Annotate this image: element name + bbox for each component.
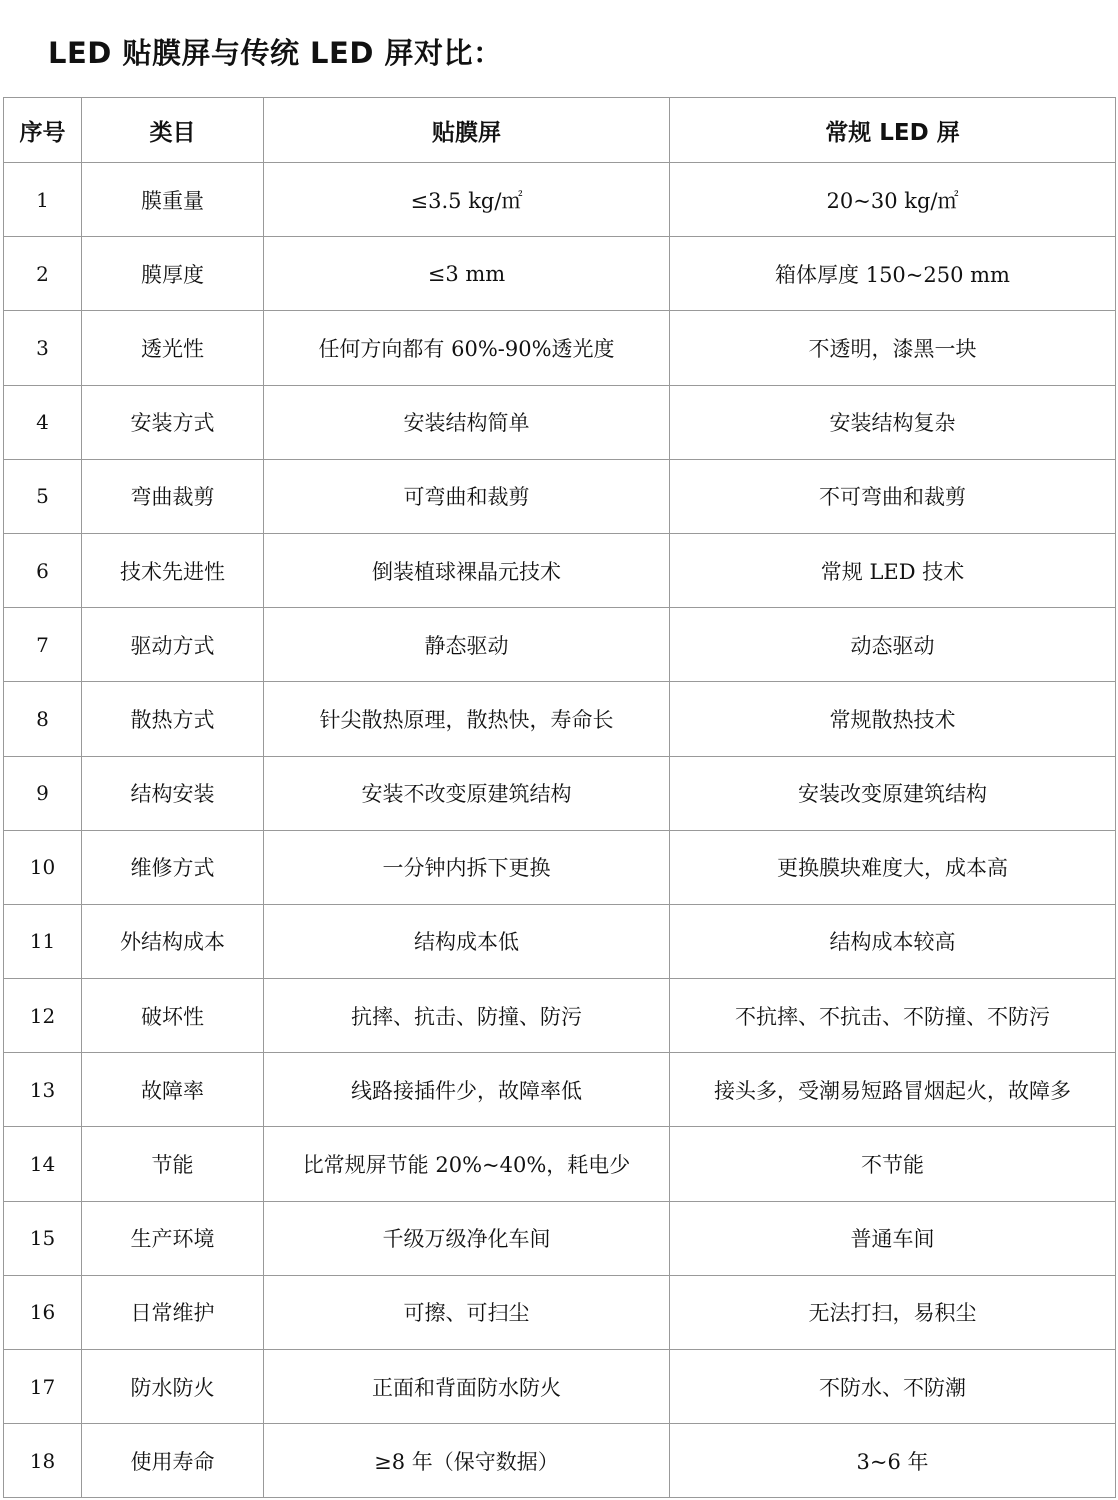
row-film-screen: 可擦、可扫尘	[264, 1275, 670, 1349]
row-number: 7	[4, 608, 82, 682]
page-title: LED 贴膜屏与传统 LED 屏对比：	[48, 36, 503, 71]
row-category: 生产环境	[82, 1201, 264, 1275]
row-film-screen: 一分钟内拆下更换	[264, 830, 670, 904]
row-number: 4	[4, 385, 82, 459]
row-category: 技术先进性	[82, 533, 264, 607]
header-regular-led: 常规 LED 屏	[670, 98, 1116, 163]
row-number: 6	[4, 533, 82, 607]
row-film-screen: ≥8 年（保守数据）	[264, 1424, 670, 1498]
row-category: 外结构成本	[82, 904, 264, 978]
row-film-screen: 安装不改变原建筑结构	[264, 756, 670, 830]
row-regular-led: 接头多，受潮易短路冒烟起火，故障多	[670, 1053, 1116, 1127]
row-regular-led: 更换膜块难度大，成本高	[670, 830, 1116, 904]
table-body	[4, 163, 1116, 1498]
row-film-screen: 倒装植球裸晶元技术	[264, 533, 670, 607]
row-regular-led: 3~6 年	[670, 1424, 1116, 1498]
row-category: 膜厚度	[82, 237, 264, 311]
table-row	[4, 979, 1116, 1053]
table-row	[4, 237, 1116, 311]
row-category: 膜重量	[82, 163, 264, 237]
row-regular-led: 20~30 kg/㎡	[670, 163, 1116, 237]
header-category: 类目	[82, 98, 264, 163]
table-row	[4, 163, 1116, 237]
table-row	[4, 756, 1116, 830]
header-row	[4, 98, 1116, 163]
row-number: 9	[4, 756, 82, 830]
row-category: 破坏性	[82, 979, 264, 1053]
row-category: 安装方式	[82, 385, 264, 459]
row-film-screen: 针尖散热原理，散热快，寿命长	[264, 682, 670, 756]
row-film-screen: 比常规屏节能 20%~40%，耗电少	[264, 1127, 670, 1201]
row-category: 日常维护	[82, 1275, 264, 1349]
row-category: 透光性	[82, 311, 264, 385]
row-film-screen: 静态驱动	[264, 608, 670, 682]
row-film-screen: 安装结构简单	[264, 385, 670, 459]
row-regular-led: 箱体厚度 150~250 mm	[670, 237, 1116, 311]
table-row	[4, 1424, 1116, 1498]
row-number: 15	[4, 1201, 82, 1275]
row-film-screen: 可弯曲和裁剪	[264, 459, 670, 533]
table-row	[4, 608, 1116, 682]
table-row	[4, 1201, 1116, 1275]
table-row	[4, 1053, 1116, 1127]
row-regular-led: 不透明，漆黑一块	[670, 311, 1116, 385]
row-film-screen: 结构成本低	[264, 904, 670, 978]
row-number: 11	[4, 904, 82, 978]
row-film-screen: ≤3.5 kg/㎡	[264, 163, 670, 237]
row-number: 8	[4, 682, 82, 756]
table-header	[4, 98, 1116, 163]
row-category: 弯曲裁剪	[82, 459, 264, 533]
header-no: 序号	[4, 98, 82, 163]
row-number: 13	[4, 1053, 82, 1127]
row-regular-led: 常规 LED 技术	[670, 533, 1116, 607]
row-film-screen: 千级万级净化车间	[264, 1201, 670, 1275]
table-row	[4, 1275, 1116, 1349]
row-number: 17	[4, 1350, 82, 1424]
row-regular-led: 普通车间	[670, 1201, 1116, 1275]
row-film-screen: 线路接插件少，故障率低	[264, 1053, 670, 1127]
row-number: 3	[4, 311, 82, 385]
row-regular-led: 不防水、不防潮	[670, 1350, 1116, 1424]
row-regular-led: 不抗摔、不抗击、不防撞、不防污	[670, 979, 1116, 1053]
row-regular-led: 常规散热技术	[670, 682, 1116, 756]
row-number: 12	[4, 979, 82, 1053]
row-category: 散热方式	[82, 682, 264, 756]
row-category: 维修方式	[82, 830, 264, 904]
row-number: 14	[4, 1127, 82, 1201]
row-film-screen: ≤3 mm	[264, 237, 670, 311]
table-row	[4, 459, 1116, 533]
table-row	[4, 830, 1116, 904]
row-regular-led: 不可弯曲和裁剪	[670, 459, 1116, 533]
row-regular-led: 安装改变原建筑结构	[670, 756, 1116, 830]
row-category: 驱动方式	[82, 608, 264, 682]
row-category: 节能	[82, 1127, 264, 1201]
row-category: 故障率	[82, 1053, 264, 1127]
table-row	[4, 1350, 1116, 1424]
header-film-screen: 贴膜屏	[264, 98, 670, 163]
row-number: 5	[4, 459, 82, 533]
row-number: 10	[4, 830, 82, 904]
table-row	[4, 682, 1116, 756]
comparison-table	[3, 97, 1116, 1498]
table-row	[4, 533, 1116, 607]
table-row	[4, 904, 1116, 978]
row-film-screen: 任何方向都有 60%-90%透光度	[264, 311, 670, 385]
row-regular-led: 不节能	[670, 1127, 1116, 1201]
row-regular-led: 动态驱动	[670, 608, 1116, 682]
row-number: 18	[4, 1424, 82, 1498]
row-regular-led: 结构成本较高	[670, 904, 1116, 978]
table-row	[4, 1127, 1116, 1201]
row-category: 防水防火	[82, 1350, 264, 1424]
row-number: 2	[4, 237, 82, 311]
row-number: 16	[4, 1275, 82, 1349]
row-number: 1	[4, 163, 82, 237]
row-category: 使用寿命	[82, 1424, 264, 1498]
table-row	[4, 311, 1116, 385]
row-regular-led: 无法打扫，易积尘	[670, 1275, 1116, 1349]
row-regular-led: 安装结构复杂	[670, 385, 1116, 459]
row-category: 结构安装	[82, 756, 264, 830]
table-row	[4, 385, 1116, 459]
row-film-screen: 正面和背面防水防火	[264, 1350, 670, 1424]
row-film-screen: 抗摔、抗击、防撞、防污	[264, 979, 670, 1053]
